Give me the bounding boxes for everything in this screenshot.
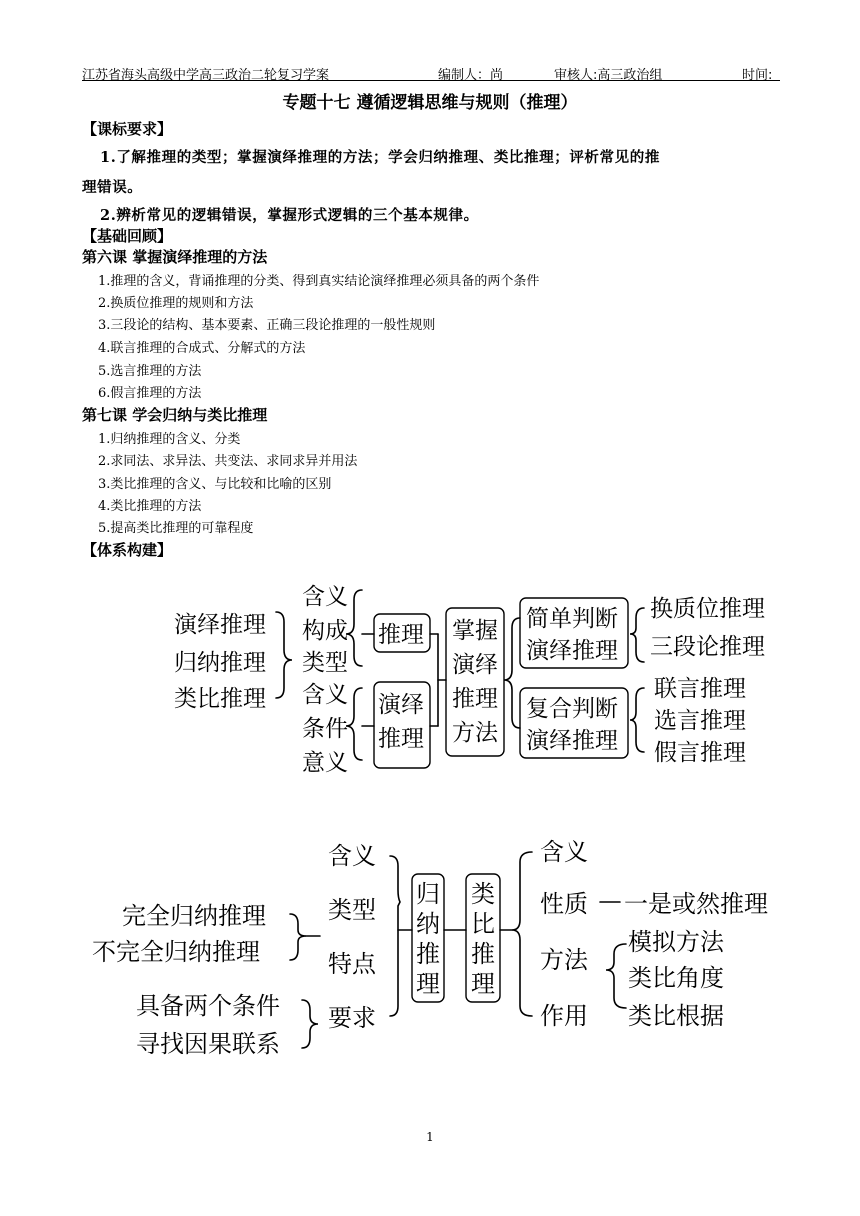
d1-compound-item: 选言推理	[654, 708, 746, 734]
d2-induction-box: 推	[416, 940, 440, 968]
d2-induction-box: 理	[416, 970, 440, 998]
d1-yanyi-box-1: 演绎	[378, 692, 424, 718]
d1-center-4: 方法	[452, 720, 498, 746]
lesson7-item: 2.求同法、求异法、共变法、求同求异并用法	[98, 454, 358, 469]
d1-simple-item: 换质位推理	[650, 596, 765, 622]
d1-center-2: 演绎	[452, 652, 498, 678]
d2-analogy-box: 比	[471, 910, 495, 938]
header-editor: 编制人：尚	[438, 68, 504, 83]
d2-attr-meaning: 含义	[328, 842, 376, 870]
d2-method-item: 模拟方法	[628, 928, 724, 956]
d1-compound-item: 假言推理	[654, 740, 746, 766]
page-title: 专题十七 遵循逻辑思维与规则（推理）	[282, 93, 578, 113]
d2-analogy-box: 理	[471, 970, 495, 998]
d1-left-deductive: 演绎推理	[174, 612, 266, 638]
section-system: 【体系构建】	[82, 541, 173, 559]
d2-method-item: 类比角度	[628, 964, 724, 992]
lesson7-title: 第七课 学会归纳与类比推理	[82, 406, 268, 424]
deduction-diagram	[0, 570, 860, 780]
d2-nature-value: 一是或然推理	[624, 890, 768, 918]
d1-center-1: 掌握	[452, 618, 498, 644]
d2-attr-feature: 特点	[328, 950, 376, 978]
lesson6-item: 6.假言推理的方法	[98, 386, 202, 401]
lesson7-item: 1.归纳推理的含义、分类	[98, 432, 241, 447]
d1-left-inductive: 归纳推理	[174, 650, 266, 676]
lesson7-item: 4.类比推理的方法	[98, 499, 202, 514]
d2-analogy-box: 类	[471, 880, 495, 908]
lesson6-item: 4.联言推理的合成式、分解式的方法	[98, 341, 306, 356]
header-school: 江苏省海头高级中学高三政治二轮复习学案	[82, 68, 330, 83]
d1-left-analogy: 类比推理	[174, 686, 266, 712]
d1-yanyi-meaning: 含义	[302, 682, 348, 708]
standard-line-1b: 理错误。	[82, 179, 143, 196]
d2-right-function: 作用	[540, 1002, 588, 1030]
lesson6-item: 3.三段论的结构、基本要素、正确三段论推理的一般性规则	[98, 318, 436, 333]
lesson7-item: 5.提高类比推理的可靠程度	[98, 521, 254, 536]
d1-tuili-box: 推理	[378, 622, 424, 648]
lesson6-item: 1.推理的含义，背诵推理的分类、得到真实结论演绎推理必须具备的两个条件	[98, 274, 540, 289]
d2-type-complete: 完全归纳推理	[122, 902, 266, 930]
header-time: 时间:	[742, 68, 773, 83]
d1-attr-meaning: 含义	[302, 584, 348, 610]
lesson6-item: 2.换质位推理的规则和方法	[98, 296, 254, 311]
section-review: 【基础回顾】	[82, 227, 173, 245]
d1-simple-item: 三段论推理	[650, 634, 765, 660]
lesson6-item: 5.选言推理的方法	[98, 364, 202, 379]
d2-condition-1: 具备两个条件	[136, 992, 280, 1020]
d1-yanyi-condition: 条件	[302, 716, 348, 742]
d1-compound-1: 复合判断	[526, 696, 618, 722]
d2-method-item: 类比根据	[628, 1002, 724, 1030]
d1-simple-2: 演绎推理	[526, 638, 618, 664]
d1-compound-item: 联言推理	[654, 676, 746, 702]
standard-line-1: 1.了解推理的类型；掌握演绎推理的方法；学会归纳推理、类比推理；评析常见的推	[100, 149, 660, 166]
d2-induction-box: 归	[416, 880, 440, 908]
induction-analogy-diagram	[0, 820, 860, 1070]
d1-compound-2: 演绎推理	[526, 728, 618, 754]
d2-right-meaning: 含义	[540, 838, 588, 866]
header-reviewer: 审核人:高三政治组	[554, 68, 663, 83]
page-header	[82, 62, 780, 81]
d2-right-method: 方法	[540, 946, 588, 974]
d1-simple-1: 简单判断	[526, 606, 618, 632]
d1-yanyi-significance: 意义	[302, 750, 348, 776]
lesson7-item: 3.类比推理的含义、与比较和比喻的区别	[98, 477, 332, 492]
d1-yanyi-box-2: 推理	[378, 726, 424, 752]
d2-attr-type: 类型	[328, 896, 376, 924]
d1-center-3: 推理	[452, 686, 498, 712]
standard-line-2: 2.辨析常见的逻辑错误，掌握形式逻辑的三个基本规律。	[100, 207, 479, 224]
page-number: 1	[426, 1130, 434, 1144]
lesson6-title: 第六课 掌握演绎推理的方法	[82, 248, 268, 266]
d2-induction-box: 纳	[416, 910, 440, 938]
d1-attr-structure: 构成	[302, 618, 348, 644]
section-standards: 【课标要求】	[82, 120, 173, 138]
d2-analogy-box: 推	[471, 940, 495, 968]
d2-type-incomplete: 不完全归纳推理	[92, 938, 260, 966]
d2-right-nature: 性质	[540, 890, 588, 918]
d1-attr-type: 类型	[302, 650, 348, 676]
d2-attr-requirement: 要求	[328, 1004, 376, 1032]
d2-condition-2: 寻找因果联系	[136, 1030, 280, 1058]
